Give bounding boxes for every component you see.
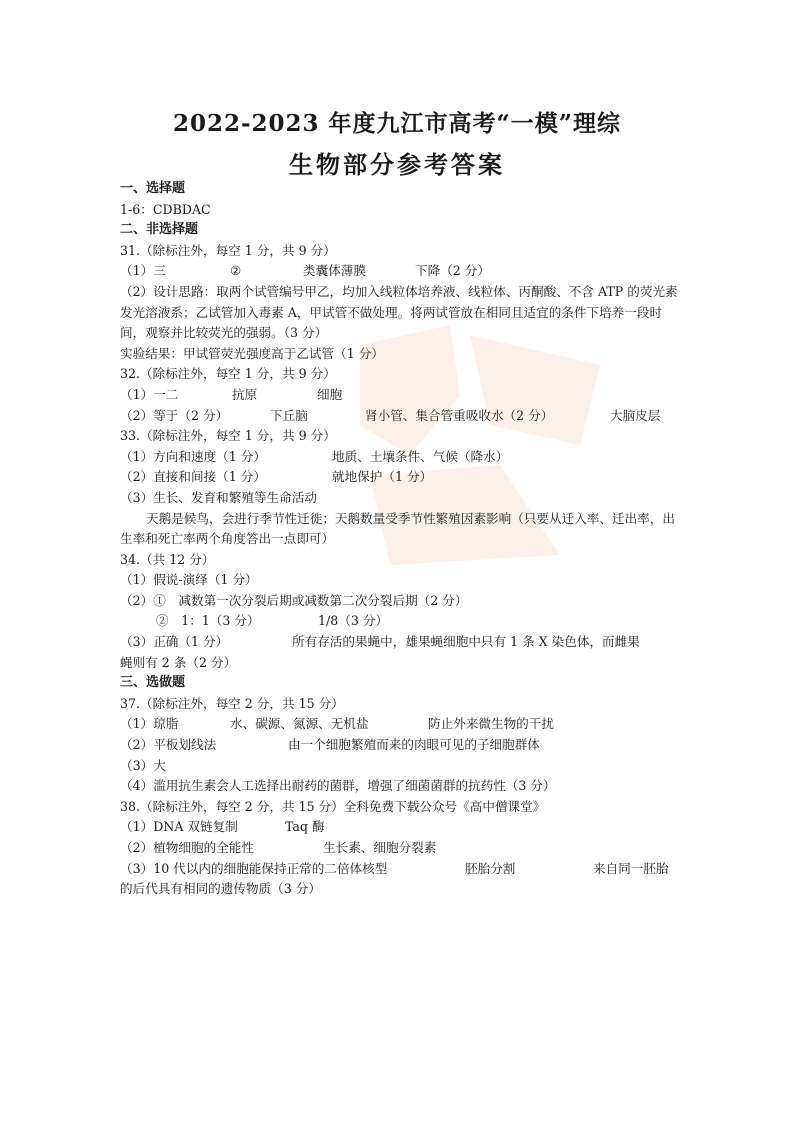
q38-line2 <box>120 838 680 859</box>
answer-text: ② 1：1（3 分） <box>156 613 260 629</box>
q31-line1 <box>120 261 680 282</box>
answer-text: 下降（2 分） <box>415 263 490 279</box>
answer-text: （2）直接和间接（1 分） <box>120 469 266 485</box>
answer-text: 细胞 <box>317 386 343 402</box>
q34-line3 <box>120 611 680 632</box>
q34-line1: （1）假说-演绎（1 分） <box>120 572 258 588</box>
doc-subtitle: 生物部分参考答案 <box>289 150 505 179</box>
answer-text: 来自同一胚胎 <box>593 860 669 876</box>
q32-line1 <box>120 385 680 406</box>
q38-header: 38.（除标注外，每空 2 分，共 15 分）全科免费下载公众号《高中僧课堂》 <box>120 798 546 814</box>
q31-line3: 实验结果：甲试管荧光强度高于乙试管（1 分） <box>120 345 384 361</box>
q37-line1 <box>120 714 680 735</box>
q32-header: 32.（除标注外，每空 1 分，共 9 分） <box>120 366 336 382</box>
q33-line2 <box>120 467 680 488</box>
section-heading-nonchoice: 二、非选择题 <box>120 222 199 238</box>
answer-text: （1）方向和速度（1 分） <box>120 448 266 464</box>
answer-text: 地质、土壤条件、气候（降水） <box>332 448 509 464</box>
q33-header: 33.（除标注外，每空 1 分，共 9 分） <box>120 428 336 444</box>
q31-line2: （2）设计思路：取两个试管编号甲乙，均加入线粒体培养液、线粒体、丙酮酸、不含 ATP 的荧光素发光溶液系；乙试管加入毒素 A，甲试管不做处理。将两试管放在相同且适宜的条件下培养一段时间，观察并比较荧光的强弱。（3 分） <box>120 283 678 341</box>
answer-text: （2）植物细胞的全能性 <box>120 840 254 855</box>
doc-title: 2022-2023 年度九江市高考“一模”理综 <box>172 110 622 137</box>
answer-text: （3）10 代以内的细胞能保持正常的二倍体核型 <box>120 860 388 876</box>
q37-line3: （3）大 <box>120 757 166 773</box>
choice-answers: 1-6：CDBDAC <box>120 201 211 217</box>
q34-line2: （2）① 减数第一次分裂后期或减数第二次分裂后期（2 分） <box>120 592 468 608</box>
answer-text: 防止外来微生物的干扰 <box>428 716 554 732</box>
section-heading-choice: 一、选择题 <box>120 181 186 196</box>
q33-line4: 天鹅是候鸟，会进行季节性迁徙；天鹅数量受季节性繁殖因素影响（只要从迁入率、迁出率，出生率和死亡率两个角度答出一点即可） <box>120 510 675 547</box>
q37-line4: （4）滥用抗生素会人工选择出耐药的菌群，增强了细菌菌群的抗药性（3 分） <box>120 778 556 794</box>
answer-text: （1）琼脂 <box>120 716 179 732</box>
answer-text: 所有存活的果蝇中，雄果蝇细胞中只有 1 条 X 染色体，而雌果 <box>292 634 640 650</box>
answer-text: 生长素、细胞分裂素 <box>323 840 437 855</box>
answer-text: （1）DNA 双链复制 <box>120 819 238 835</box>
answer-text: 大脑皮层 <box>610 407 661 423</box>
answer-text: Taq 酶 <box>285 819 325 835</box>
q34-line5: 蝇则有 2 条（2 分） <box>120 654 237 670</box>
answer-text: ② <box>230 263 242 279</box>
q32-line2 <box>120 406 680 427</box>
q38-line4: 的后代具有相同的遗传物质（3 分） <box>120 881 321 897</box>
answer-text: （2）平板划线法 <box>120 737 217 753</box>
q31-header: 31.（除标注外，每空 1 分，共 9 分） <box>120 242 336 258</box>
answer-text: （1）一二 <box>120 386 179 402</box>
q38-line1 <box>120 817 680 838</box>
q34-line4 <box>120 632 680 653</box>
answer-text: 肾小管、集合管重吸收水（2 分） <box>365 407 554 423</box>
answer-text: 类囊体薄膜 <box>303 263 366 279</box>
answer-text: （3）正确（1 分） <box>120 634 229 650</box>
q38-line3 <box>120 859 680 880</box>
answer-text: 1/8（3 分） <box>318 613 389 629</box>
q34-header: 34.（共 12 分） <box>120 551 215 567</box>
q33-line1 <box>120 447 680 468</box>
q37-header: 37.（除标注外，每空 2 分，共 15 分） <box>120 695 344 711</box>
answer-text: 抗原 <box>232 386 258 402</box>
answer-text: 就地保护（1 分） <box>332 469 433 485</box>
q33-line3: （3）生长、发育和繁殖等生命活动 <box>120 489 317 505</box>
answer-text: （1）三 <box>120 263 166 279</box>
answer-text: 由一个细胞繁殖而来的肉眼可见的子细胞群体 <box>288 737 540 753</box>
q37-line2 <box>120 735 680 756</box>
answer-text: （2）等于（2 分） <box>120 407 229 423</box>
section-heading-elective: 三、选做题 <box>120 675 186 691</box>
answer-text: 胚胎分割 <box>465 860 516 876</box>
answer-text: 下丘脑 <box>270 407 308 423</box>
answer-content <box>120 179 680 900</box>
answer-text: 水、碳源、氮源、无机盐 <box>230 716 369 732</box>
